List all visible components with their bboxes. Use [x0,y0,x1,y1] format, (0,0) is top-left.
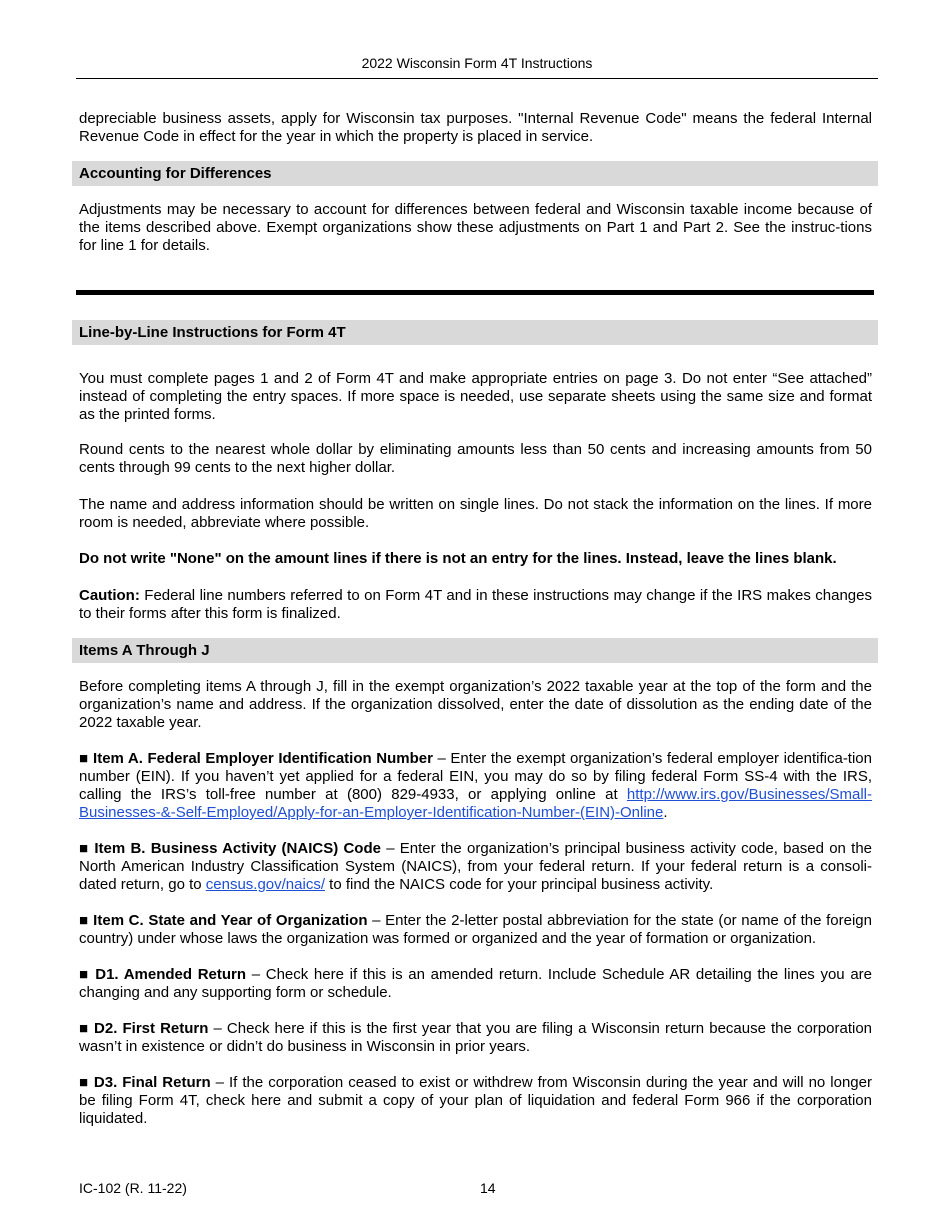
item-b-end: to find the NAICS code for your principal business activity. [325,876,714,893]
item-a-title: ■ Item A. Federal Employer Identification Number [79,750,433,767]
line-by-line-paragraph-1: You must complete pages 1 and 2 of Form 4T and make appropriate entries on page 3. Do not enter “See attached” instead of completing the entry spaces. If more space is needed, use separate sheets using the same size and format as the printed forms. [79,370,872,423]
item-c-title: ■ Item C. State and Year of Organization [79,912,368,929]
items-intro-paragraph: Before completing items A through J, fill in the exempt organization’s 2022 taxable year at the top of the form and the organization’s name and address. If the organization dissolved, enter the date of dissolution as the ending date of the 2022 taxable year. [79,678,872,731]
item-b-title: ■ Item B. Business Activity (NAICS) Code [79,840,381,857]
item-d2-text: – Check here if this is the first year that you are filing a Wisconsin return because the corporation wasn’t in existence or didn’t do business in Wisconsin in prior years. [79,1020,872,1055]
item-b-text: – Enter the organization’s principal business activity code, based on the North American Industry Classification System (NAICS), from your federal return. If your federal return is a consoli-dated return, go to [79,840,873,893]
item-c-text: – Enter the 2-letter postal abbreviation for the state (or name of the foreign country) under whose laws the organization was formed or organized and the year of formation or organization. [79,912,872,947]
item-d3-title: ■ D3. Final Return [79,1074,211,1091]
item-b-paragraph [79,840,872,894]
item-a-end: . [663,804,668,821]
caution-paragraph [79,587,872,623]
section-heading-accounting: Accounting for Differences [72,161,878,186]
line-by-line-paragraph-3: The name and address information should be written on single lines. Do not stack the information on the lines. If more room is needed, abbreviate where possible. [79,496,872,531]
caution-text: Federal line numbers referred to on Form 4T and in these instructions may change if the IRS makes changes to their forms after this form is finalized. [79,587,872,622]
section-divider [76,290,874,295]
item-d1-text: – Check here if this is an amended return. Include Schedule AR detailing the lines you are changing and any supporting form or schedule. [79,966,872,1001]
intro-continued-paragraph: depreciable business assets, apply for Wisconsin tax purposes. "Internal Revenue Code" means the federal Internal Revenue Code in effect for the year in which the property is placed in service. [79,110,872,145]
section-heading-line-by-line: Line-by-Line Instructions for Form 4T [72,320,878,345]
item-d1-title: ■ D1. Amended Return [79,966,247,983]
item-d3-paragraph [79,1074,872,1128]
page-header-title: 2022 Wisconsin Form 4T Instructions [361,55,593,71]
item-d1-paragraph [79,966,872,1002]
item-a-text: – Enter the exempt organization’s federal employer identifica-tion number (EIN). If you haven’t yet applied for a federal EIN, you may do so by filing federal Form SS-4 with the IRS, calling the IRS’s toll-free number at (800) 829-4933, or applying online at [79,750,872,803]
irs-ein-link[interactable]: http://www.irs.gov/Businesses/Small-Businesses-&-Self-Employed/Apply-for-an-Employer-Identification-Number-(EIN)-Online [79,786,872,821]
footer-page-number: 14 [480,1180,496,1196]
item-a-paragraph [79,750,872,822]
item-d2-paragraph [79,1020,872,1056]
accounting-paragraph: Adjustments may be necessary to account for differences between federal and Wisconsin taxable income because of the items described above. Exempt organizations show these adjustments on Part 1 and Part 2. See the instruc-tions for line 1 for details. [79,201,872,254]
footer-form-id: IC-102 (R. 11-22) [79,1180,187,1196]
section-heading-items: Items A Through J [72,638,878,663]
census-naics-link[interactable]: census.gov/naics/ [205,876,325,893]
item-d2-title: ■ D2. First Return [79,1020,209,1037]
header-rule [76,78,878,79]
item-c-paragraph [79,912,872,948]
caution-label: Caution: [79,587,140,604]
item-d3-text: – If the corporation ceased to exist or withdrew from Wisconsin during the year and will no longer be filing Form 4T, check here and submit a copy of your plan of liquidation and federal Form 966 if the corporation liquidated. [79,1074,872,1127]
line-by-line-paragraph-2: Round cents to the nearest whole dollar by eliminating amounts less than 50 cents and increasing amounts from 50 cents through 99 cents to the next higher dollar. [79,441,872,476]
no-none-warning: Do not write "None" on the amount lines if there is not an entry for the lines. Instead, leave the lines blank. [79,550,837,567]
